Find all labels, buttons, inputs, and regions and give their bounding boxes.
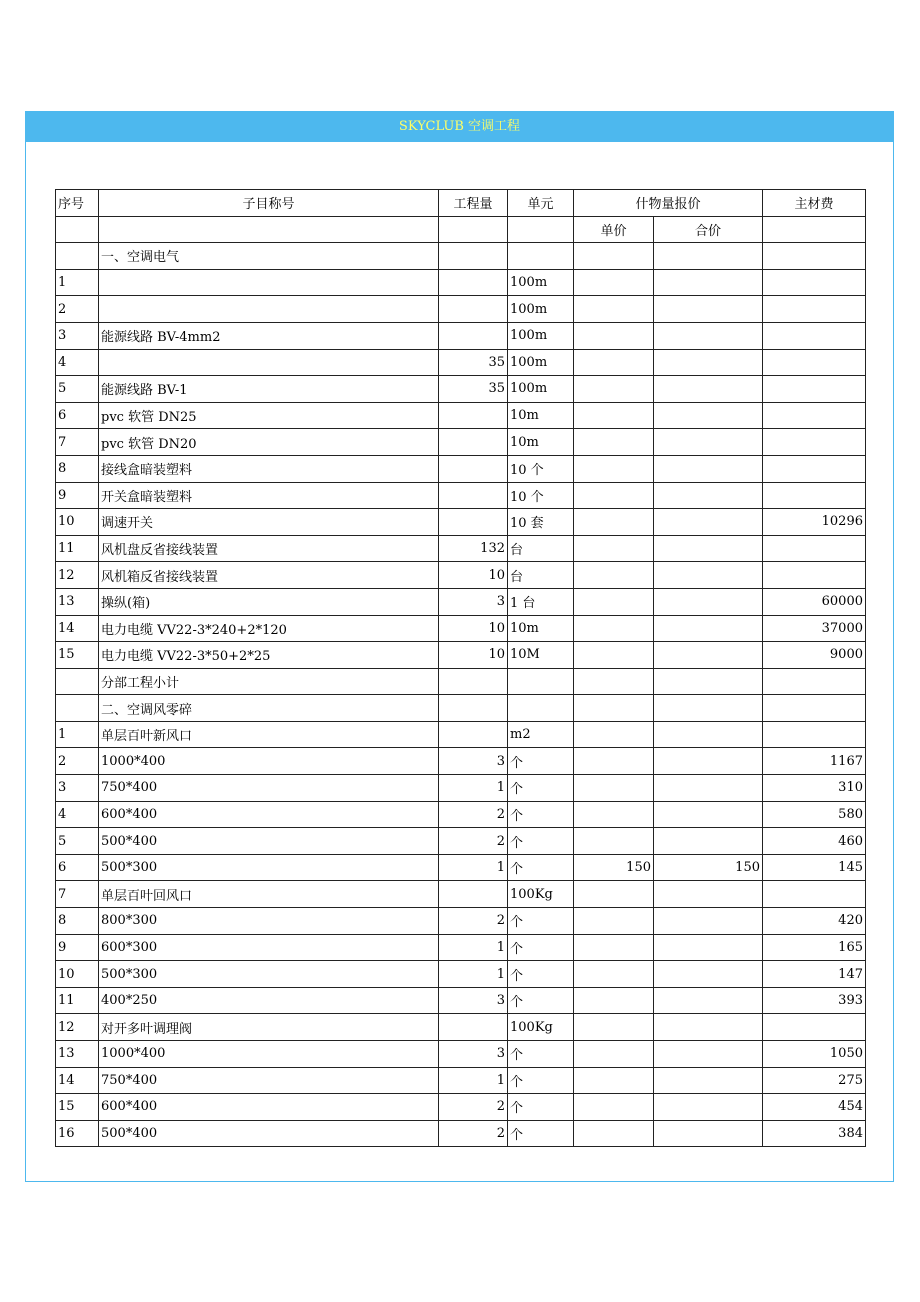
table-row (56, 376, 866, 403)
table-row (56, 269, 866, 296)
cell-name: 单层百叶新风口 (99, 721, 439, 748)
table-row (56, 1067, 866, 1094)
cell-unit-price (574, 535, 654, 562)
cell-material (763, 269, 866, 296)
header-name: 子目称号 (99, 190, 439, 217)
cell-unit: 10m (508, 402, 574, 429)
table-row (56, 322, 866, 349)
cell-total (654, 1067, 763, 1094)
cell-unit: 个 (508, 1067, 574, 1094)
table-row (56, 668, 866, 695)
cell-qty: 2 (439, 801, 508, 828)
header-unit-price: 单价 (574, 216, 654, 243)
cell-material (763, 322, 866, 349)
cell-name (99, 296, 439, 323)
cell-total (654, 1014, 763, 1041)
cell-material: 1050 (763, 1041, 866, 1068)
cell-no: 3 (56, 775, 99, 802)
cell-qty (439, 243, 508, 270)
cell-no: 8 (56, 455, 99, 482)
table-row (56, 801, 866, 828)
cell-unit-price (574, 961, 654, 988)
cell-unit (508, 243, 574, 270)
cell-total (654, 695, 763, 722)
cell-name: 电力电缆 VV22-3*240+2*120 (99, 615, 439, 642)
cell-total (654, 296, 763, 323)
table-row (56, 642, 866, 669)
cell-material (763, 429, 866, 456)
cell-name: 电力电缆 VV22-3*50+2*25 (99, 642, 439, 669)
cell-total (654, 482, 763, 509)
cell-material: 420 (763, 908, 866, 935)
cell-material: 10296 (763, 509, 866, 536)
table-row (56, 1041, 866, 1068)
cell-material (763, 482, 866, 509)
cell-unit-price (574, 775, 654, 802)
header-row (56, 190, 866, 217)
cell-no: 15 (56, 1094, 99, 1121)
cell-unit: 1 台 (508, 588, 574, 615)
cell-unit: 个 (508, 828, 574, 855)
quote-table (55, 189, 866, 1147)
table-row (56, 828, 866, 855)
cell-material (763, 535, 866, 562)
cell-qty (439, 455, 508, 482)
cell-total (654, 376, 763, 403)
cell-unit-price (574, 881, 654, 908)
cell-unit-price (574, 482, 654, 509)
cell-unit: 100m (508, 376, 574, 403)
cell-name: 1000*400 (99, 748, 439, 775)
cell-total (654, 455, 763, 482)
cell-qty (439, 881, 508, 908)
cell-no: 10 (56, 509, 99, 536)
cell-material (763, 1014, 866, 1041)
cell-qty: 3 (439, 1041, 508, 1068)
cell-unit-price (574, 1014, 654, 1041)
cell-total (654, 934, 763, 961)
cell-total (654, 908, 763, 935)
cell-qty: 2 (439, 1120, 508, 1147)
cell-no: 3 (56, 322, 99, 349)
table-row (56, 961, 866, 988)
cell-unit-price (574, 402, 654, 429)
cell-name: 400*250 (99, 987, 439, 1014)
cell-material: 145 (763, 854, 866, 881)
cell-unit: 10 个 (508, 482, 574, 509)
cell-qty: 2 (439, 908, 508, 935)
cell-name: 500*300 (99, 854, 439, 881)
cell-name: 600*400 (99, 1094, 439, 1121)
cell-unit-price (574, 455, 654, 482)
cell-total (654, 1094, 763, 1121)
table-row (56, 535, 866, 562)
cell-qty (439, 1014, 508, 1041)
cell-total (654, 668, 763, 695)
cell-unit: 10 套 (508, 509, 574, 536)
cell-name: 能源线路 BV-4mm2 (99, 322, 439, 349)
cell-material (763, 881, 866, 908)
cell-name: 接线盒暗装塑料 (99, 455, 439, 482)
cell-total (654, 322, 763, 349)
cell-qty: 1 (439, 775, 508, 802)
table-row (56, 987, 866, 1014)
table-row (56, 721, 866, 748)
cell-material: 1167 (763, 748, 866, 775)
cell-total (654, 509, 763, 536)
cell-unit: 台 (508, 562, 574, 589)
cell-total (654, 588, 763, 615)
cell-unit-price (574, 748, 654, 775)
cell-no: 4 (56, 349, 99, 376)
cell-total (654, 1120, 763, 1147)
cell-material: 60000 (763, 588, 866, 615)
cell-unit: 100m (508, 269, 574, 296)
header-unit: 单元 (508, 190, 574, 217)
cell-qty: 3 (439, 987, 508, 1014)
cell-unit-price (574, 721, 654, 748)
cell-no: 13 (56, 588, 99, 615)
cell-unit: 台 (508, 535, 574, 562)
table-row (56, 402, 866, 429)
table-row (56, 588, 866, 615)
cell-unit: 100m (508, 296, 574, 323)
cell-unit: 个 (508, 854, 574, 881)
cell-name: 750*400 (99, 775, 439, 802)
cell-total (654, 562, 763, 589)
cell-unit-price (574, 296, 654, 323)
cell-unit: 10m (508, 429, 574, 456)
document-frame (25, 111, 894, 1182)
cell-qty: 1 (439, 1067, 508, 1094)
table-row (56, 1014, 866, 1041)
cell-qty (439, 509, 508, 536)
cell-no: 14 (56, 1067, 99, 1094)
cell-qty (439, 429, 508, 456)
cell-qty: 10 (439, 615, 508, 642)
cell-unit-price (574, 615, 654, 642)
cell-name: 操纵(箱) (99, 588, 439, 615)
cell-total (654, 961, 763, 988)
cell-no (56, 695, 99, 722)
cell-unit: 10m (508, 615, 574, 642)
cell-qty (439, 402, 508, 429)
cell-no: 5 (56, 828, 99, 855)
cell-unit: 100Kg (508, 881, 574, 908)
table-row (56, 429, 866, 456)
cell-total: 150 (654, 854, 763, 881)
cell-material (763, 721, 866, 748)
cell-material: 460 (763, 828, 866, 855)
table-row (56, 562, 866, 589)
cell-total (654, 535, 763, 562)
cell-total (654, 615, 763, 642)
cell-total (654, 987, 763, 1014)
table-row (56, 934, 866, 961)
cell-material (763, 349, 866, 376)
cell-total (654, 243, 763, 270)
header-material: 主材费 (763, 190, 866, 217)
cell-unit: 个 (508, 987, 574, 1014)
cell-qty: 1 (439, 854, 508, 881)
cell-name: 一、空调电气 (99, 243, 439, 270)
cell-name: 风机箱反省接线装置 (99, 562, 439, 589)
cell-qty: 10 (439, 562, 508, 589)
table-row (56, 243, 866, 270)
cell-name: 能源线路 BV-1 (99, 376, 439, 403)
cell-total (654, 801, 763, 828)
cell-no: 2 (56, 748, 99, 775)
cell-unit-price (574, 322, 654, 349)
table-row (56, 509, 866, 536)
cell-no: 1 (56, 269, 99, 296)
table-body (56, 190, 866, 1147)
cell-name: pvc 软管 DN20 (99, 429, 439, 456)
cell-total (654, 1041, 763, 1068)
cell-qty: 35 (439, 349, 508, 376)
header-qty: 工程量 (439, 190, 508, 217)
cell-total (654, 881, 763, 908)
cell-material (763, 402, 866, 429)
cell-qty (439, 668, 508, 695)
cell-unit-price: 150 (574, 854, 654, 881)
cell-name: 1000*400 (99, 1041, 439, 1068)
table-row (56, 455, 866, 482)
cell-no: 12 (56, 562, 99, 589)
cell-total (654, 269, 763, 296)
table-row (56, 296, 866, 323)
cell-unit-price (574, 908, 654, 935)
cell-name: pvc 软管 DN25 (99, 402, 439, 429)
cell-material (763, 455, 866, 482)
cell-total (654, 429, 763, 456)
cell-no: 12 (56, 1014, 99, 1041)
cell-unit: 个 (508, 801, 574, 828)
table-row (56, 908, 866, 935)
cell-unit-price (574, 562, 654, 589)
cell-name: 800*300 (99, 908, 439, 935)
cell-unit-price (574, 376, 654, 403)
cell-name (99, 269, 439, 296)
cell-no: 16 (56, 1120, 99, 1147)
cell-qty: 1 (439, 934, 508, 961)
cell-unit: 个 (508, 1041, 574, 1068)
cell-unit-price (574, 642, 654, 669)
header-quote: 什物量报价 (574, 190, 763, 217)
page-title: SKYCLUB 空调工程 (398, 119, 521, 134)
cell-unit-price (574, 987, 654, 1014)
cell-material: 393 (763, 987, 866, 1014)
cell-unit-price (574, 588, 654, 615)
cell-no: 5 (56, 376, 99, 403)
cell-no: 9 (56, 482, 99, 509)
header-no: 序号 (56, 190, 99, 217)
cell-material: 165 (763, 934, 866, 961)
cell-qty (439, 695, 508, 722)
cell-unit: 100Kg (508, 1014, 574, 1041)
table-row (56, 695, 866, 722)
cell-name: 单层百叶回风口 (99, 881, 439, 908)
cell-unit-price (574, 828, 654, 855)
cell-total (654, 721, 763, 748)
cell-unit: 100m (508, 322, 574, 349)
cell-no: 10 (56, 961, 99, 988)
table-row (56, 775, 866, 802)
cell-total (654, 828, 763, 855)
cell-unit: 个 (508, 934, 574, 961)
cell-material (763, 376, 866, 403)
cell-qty: 35 (439, 376, 508, 403)
cell-unit (508, 695, 574, 722)
table-row (56, 349, 866, 376)
table-row (56, 482, 866, 509)
cell-total (654, 748, 763, 775)
cell-qty: 2 (439, 828, 508, 855)
cell-qty (439, 322, 508, 349)
cell-total (654, 402, 763, 429)
cell-material: 9000 (763, 642, 866, 669)
cell-total (654, 642, 763, 669)
cell-unit-price (574, 934, 654, 961)
cell-no: 14 (56, 615, 99, 642)
cell-unit: m2 (508, 721, 574, 748)
cell-name: 500*300 (99, 961, 439, 988)
cell-qty (439, 482, 508, 509)
table-row (56, 881, 866, 908)
cell-no (56, 243, 99, 270)
cell-name: 分部工程小计 (99, 668, 439, 695)
cell-qty (439, 721, 508, 748)
cell-unit: 个 (508, 748, 574, 775)
cell-unit-price (574, 243, 654, 270)
cell-no: 11 (56, 535, 99, 562)
cell-no: 6 (56, 402, 99, 429)
cell-no: 9 (56, 934, 99, 961)
cell-unit: 10M (508, 642, 574, 669)
table-row (56, 1120, 866, 1147)
title-bar (26, 112, 893, 142)
cell-unit-price (574, 269, 654, 296)
cell-qty: 132 (439, 535, 508, 562)
cell-name: 500*400 (99, 828, 439, 855)
cell-no: 13 (56, 1041, 99, 1068)
cell-name: 500*400 (99, 1120, 439, 1147)
cell-material (763, 562, 866, 589)
cell-unit-price (574, 1094, 654, 1121)
table-row (56, 615, 866, 642)
table-row (56, 748, 866, 775)
cell-no: 11 (56, 987, 99, 1014)
cell-material: 310 (763, 775, 866, 802)
cell-unit: 个 (508, 1094, 574, 1121)
cell-no: 7 (56, 429, 99, 456)
cell-name: 750*400 (99, 1067, 439, 1094)
cell-unit-price (574, 1041, 654, 1068)
cell-no: 7 (56, 881, 99, 908)
cell-name: 600*300 (99, 934, 439, 961)
cell-material: 454 (763, 1094, 866, 1121)
cell-qty: 2 (439, 1094, 508, 1121)
cell-no: 1 (56, 721, 99, 748)
cell-qty (439, 296, 508, 323)
cell-material: 580 (763, 801, 866, 828)
cell-unit-price (574, 349, 654, 376)
cell-unit (508, 668, 574, 695)
cell-no (56, 668, 99, 695)
table-row (56, 854, 866, 881)
cell-name: 风机盘反省接线装置 (99, 535, 439, 562)
cell-unit: 100m (508, 349, 574, 376)
cell-name: 二、空调风零碎 (99, 695, 439, 722)
cell-no: 15 (56, 642, 99, 669)
cell-name: 对开多叶调理阀 (99, 1014, 439, 1041)
cell-no: 2 (56, 296, 99, 323)
cell-material: 275 (763, 1067, 866, 1094)
cell-name: 开关盒暗装塑料 (99, 482, 439, 509)
cell-name: 调速开关 (99, 509, 439, 536)
cell-total (654, 349, 763, 376)
cell-unit-price (574, 429, 654, 456)
cell-unit-price (574, 509, 654, 536)
cell-qty: 3 (439, 748, 508, 775)
cell-material (763, 296, 866, 323)
cell-unit-price (574, 695, 654, 722)
cell-material (763, 243, 866, 270)
cell-no: 8 (56, 908, 99, 935)
cell-material: 384 (763, 1120, 866, 1147)
cell-material: 37000 (763, 615, 866, 642)
cell-name (99, 349, 439, 376)
cell-no: 6 (56, 854, 99, 881)
cell-unit-price (574, 1120, 654, 1147)
cell-total (654, 775, 763, 802)
cell-material (763, 668, 866, 695)
cell-material: 147 (763, 961, 866, 988)
cell-unit: 个 (508, 1120, 574, 1147)
cell-qty: 1 (439, 961, 508, 988)
cell-unit: 个 (508, 775, 574, 802)
table-row (56, 1094, 866, 1121)
cell-unit: 个 (508, 961, 574, 988)
cell-name: 600*400 (99, 801, 439, 828)
cell-unit-price (574, 1067, 654, 1094)
cell-unit-price (574, 801, 654, 828)
cell-qty: 10 (439, 642, 508, 669)
cell-unit: 个 (508, 908, 574, 935)
subheader-row (56, 216, 866, 243)
cell-no: 4 (56, 801, 99, 828)
cell-material (763, 695, 866, 722)
cell-unit-price (574, 668, 654, 695)
cell-unit: 10 个 (508, 455, 574, 482)
cell-qty (439, 269, 508, 296)
cell-qty: 3 (439, 588, 508, 615)
header-total: 合价 (654, 216, 763, 243)
